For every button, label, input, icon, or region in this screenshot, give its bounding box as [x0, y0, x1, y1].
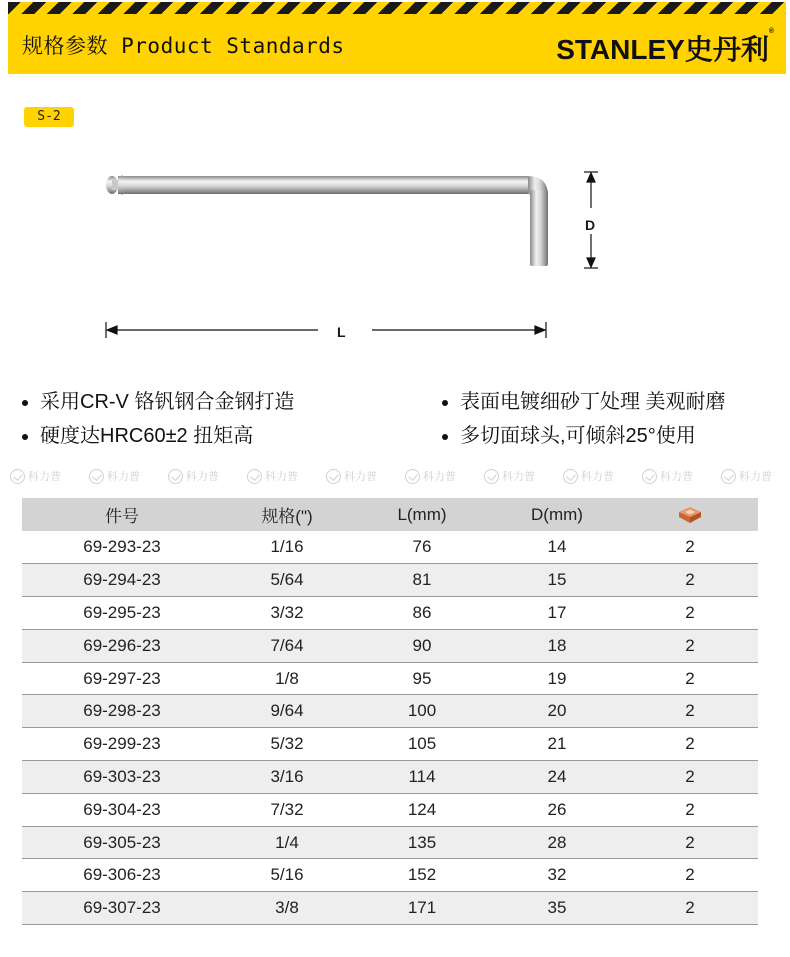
watermark-text: 科力普 — [423, 471, 456, 483]
pack-qty-cell: 2 — [622, 629, 758, 662]
pack-qty-cell: 2 — [622, 531, 758, 564]
pack-qty-cell: 2 — [622, 695, 758, 728]
part-number-cell: 69-298-23 — [22, 695, 222, 728]
part-number-cell: 69-305-23 — [22, 826, 222, 859]
registered-mark: ® — [768, 28, 774, 35]
size-cell: 3/16 — [222, 761, 352, 794]
table-row — [22, 597, 758, 630]
length-l-cell: 124 — [352, 793, 492, 826]
length-d-cell: 18 — [492, 629, 622, 662]
length-d-cell: 21 — [492, 728, 622, 761]
table-row — [22, 662, 758, 695]
watermark-text: 科力普 — [581, 471, 614, 483]
feature-text: 采用CR-V 铬钒钢合金钢打造 — [40, 391, 295, 413]
pack-qty-cell: 2 — [622, 564, 758, 597]
pack-qty-cell: 2 — [622, 892, 758, 925]
part-number-cell: 69-304-23 — [22, 793, 222, 826]
part-number-cell: 69-299-23 — [22, 728, 222, 761]
size-cell: 1/16 — [222, 531, 352, 564]
table-row — [22, 793, 758, 826]
watermark-logo-icon — [484, 469, 499, 484]
hex-key-leg — [530, 190, 548, 266]
pack-qty-cell: 2 — [622, 662, 758, 695]
part-number-cell: 69-293-23 — [22, 531, 222, 564]
col-header-size: 规格(") — [222, 498, 352, 531]
watermark — [484, 468, 563, 484]
col-header-pack — [622, 498, 758, 531]
length-d-cell: 14 — [492, 531, 622, 564]
length-d-cell: 24 — [492, 761, 622, 794]
ball-end — [106, 176, 126, 195]
length-l-cell: 100 — [352, 695, 492, 728]
dimension-l-line — [106, 322, 546, 338]
watermark-text: 科力普 — [344, 471, 377, 483]
part-number-cell: 69-294-23 — [22, 564, 222, 597]
feature-list-left — [22, 385, 294, 453]
part-number-cell: 69-297-23 — [22, 662, 222, 695]
length-l-cell: 171 — [352, 892, 492, 925]
watermark-text: 科力普 — [265, 471, 298, 483]
bullet-icon — [22, 400, 28, 406]
watermark — [642, 468, 721, 484]
length-d-cell: 35 — [492, 892, 622, 925]
watermark-strip — [10, 468, 790, 490]
watermark-text: 科力普 — [502, 471, 535, 483]
brand-logo — [556, 28, 774, 68]
length-l-cell: 81 — [352, 564, 492, 597]
feature-text: 表面电镀细砂丁处理 美观耐磨 — [460, 391, 726, 413]
pack-qty-cell: 2 — [622, 826, 758, 859]
watermark-logo-icon — [563, 469, 578, 484]
length-d-cell: 19 — [492, 662, 622, 695]
size-cell: 5/16 — [222, 859, 352, 892]
length-l-cell: 105 — [352, 728, 492, 761]
feature-list-right — [442, 385, 726, 453]
brand-name: STANLEY史丹利 — [556, 34, 769, 65]
feature-item — [22, 419, 294, 453]
col-header-l: L(mm) — [352, 498, 492, 531]
table-row — [22, 629, 758, 662]
length-d-cell: 32 — [492, 859, 622, 892]
length-l-cell: 86 — [352, 597, 492, 630]
table-header-row — [22, 498, 758, 531]
table-row — [22, 695, 758, 728]
watermark-text: 科力普 — [107, 471, 140, 483]
table-row — [22, 859, 758, 892]
dimension-d-label: D — [585, 217, 596, 233]
length-d-cell: 15 — [492, 564, 622, 597]
size-cell: 3/8 — [222, 892, 352, 925]
pack-qty-cell: 2 — [622, 761, 758, 794]
watermark — [10, 468, 89, 484]
size-cell: 5/32 — [222, 728, 352, 761]
length-d-cell: 26 — [492, 793, 622, 826]
pack-qty-cell: 2 — [622, 728, 758, 761]
watermark — [326, 468, 405, 484]
size-cell: 7/64 — [222, 629, 352, 662]
watermark-logo-icon — [721, 469, 736, 484]
watermark — [89, 468, 168, 484]
col-header-d: D(mm) — [492, 498, 622, 531]
watermark-logo-icon — [247, 469, 262, 484]
watermark-logo-icon — [89, 469, 104, 484]
part-number-cell: 69-303-23 — [22, 761, 222, 794]
box-icon — [677, 506, 703, 524]
table-row — [22, 564, 758, 597]
feature-item — [442, 419, 726, 453]
part-number-cell: 69-307-23 — [22, 892, 222, 925]
length-l-cell: 152 — [352, 859, 492, 892]
feature-text: 多切面球头,可倾斜25°使用 — [460, 425, 696, 447]
watermark — [405, 468, 484, 484]
feature-item — [22, 385, 294, 419]
watermark — [721, 468, 790, 484]
length-l-cell: 95 — [352, 662, 492, 695]
watermark-text: 科力普 — [28, 471, 61, 483]
col-header-part: 件号 — [22, 498, 222, 531]
size-cell: 5/64 — [222, 564, 352, 597]
spec-table — [22, 498, 758, 925]
page-title: 规格参数 Product Standards — [22, 34, 345, 58]
hazard-stripe — [8, 2, 786, 14]
length-d-cell: 28 — [492, 826, 622, 859]
table-row — [22, 892, 758, 925]
watermark — [168, 468, 247, 484]
feature-item — [442, 385, 726, 419]
model-badge: S-2 — [24, 107, 74, 127]
size-cell: 1/4 — [222, 826, 352, 859]
watermark-text: 科力普 — [739, 471, 772, 483]
part-number-cell: 69-295-23 — [22, 597, 222, 630]
pack-qty-cell: 2 — [622, 597, 758, 630]
watermark-text: 科力普 — [660, 471, 693, 483]
watermark-logo-icon — [168, 469, 183, 484]
hex-key-shaft — [118, 176, 528, 194]
watermark-text: 科力普 — [186, 471, 219, 483]
hex-key-drawing — [96, 160, 626, 350]
table-row — [22, 728, 758, 761]
table-row — [22, 761, 758, 794]
length-l-cell: 90 — [352, 629, 492, 662]
pack-qty-cell: 2 — [622, 793, 758, 826]
bullet-icon — [22, 434, 28, 440]
header-bar — [8, 14, 786, 74]
table-row — [22, 531, 758, 564]
part-number-cell: 69-306-23 — [22, 859, 222, 892]
length-l-cell: 135 — [352, 826, 492, 859]
length-d-cell: 17 — [492, 597, 622, 630]
watermark — [563, 468, 642, 484]
table-row — [22, 826, 758, 859]
length-l-cell: 76 — [352, 531, 492, 564]
bullet-icon — [442, 434, 448, 440]
pack-qty-cell: 2 — [622, 859, 758, 892]
watermark — [247, 468, 326, 484]
watermark-logo-icon — [642, 469, 657, 484]
part-number-cell: 69-296-23 — [22, 629, 222, 662]
watermark-logo-icon — [326, 469, 341, 484]
length-l-cell: 114 — [352, 761, 492, 794]
size-cell: 9/64 — [222, 695, 352, 728]
size-cell: 7/32 — [222, 793, 352, 826]
size-cell: 3/32 — [222, 597, 352, 630]
length-d-cell: 20 — [492, 695, 622, 728]
bullet-icon — [442, 400, 448, 406]
dimension-l-label: L — [337, 324, 346, 340]
watermark-logo-icon — [405, 469, 420, 484]
feature-text: 硬度达HRC60±2 扭矩高 — [40, 425, 254, 447]
size-cell: 1/8 — [222, 662, 352, 695]
watermark-logo-icon — [10, 469, 25, 484]
